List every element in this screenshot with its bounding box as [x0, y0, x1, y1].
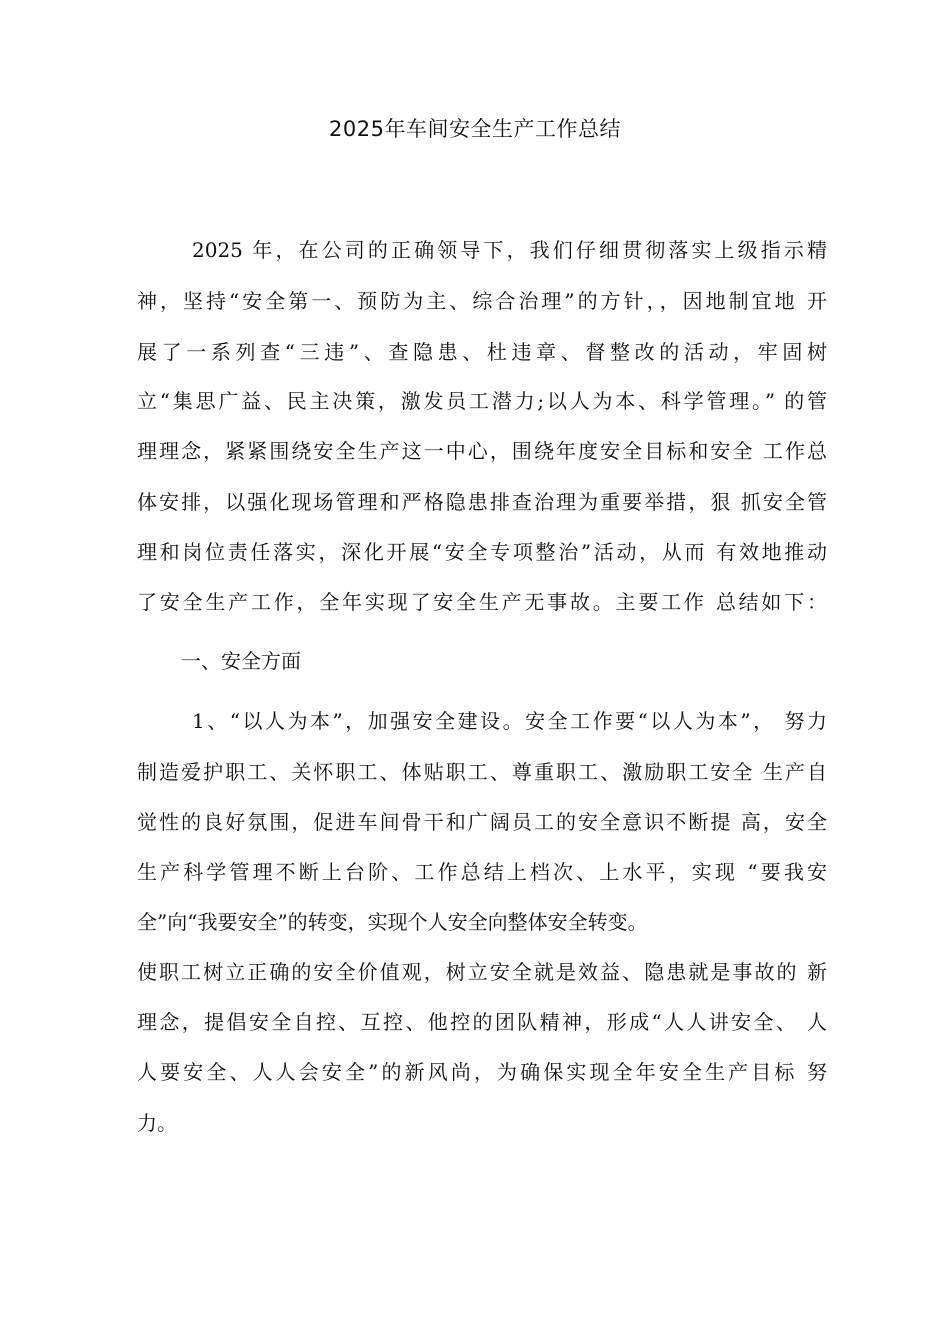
paragraph-line: 制造爱护职工、关怀职工、体贴职工、尊重职工、激励职工安全 生产自 — [137, 760, 827, 784]
paragraph-line: 人要安全、人人会安全”的新风尚，为确保实现全年安全生产目标 努 — [137, 1060, 827, 1084]
paragraph-line: 力。 — [137, 1111, 177, 1135]
paragraph-line: 理理念，紧紧围绕安全生产这一中心，围绕年度安全目标和安全 工作总 — [137, 439, 827, 463]
paragraph-line: 理和岗位责任落实，深化开展“安全专项整治”活动，从而 有效地推动 — [137, 540, 827, 564]
paragraph-line: 觉性的良好氛围，促进车间骨干和广阔员工的安全意识不断提 高，安全 — [137, 810, 827, 834]
paragraph-line: 理念，提倡安全自控、互控、他控的团队精神，形成“人人讲安全、 人 — [137, 1010, 827, 1034]
paragraph-line: 了安全生产工作，全年实现了安全生产无事故。主要工作 总结如下： — [137, 590, 827, 614]
paragraph-line: 展了一系列查“三违”、查隐患、杜违章、督整改的活动，牢固树 — [137, 340, 827, 364]
paragraph-line: 全”向“我要安全”的转变，实现个人安全向整体安全转变。 — [137, 910, 648, 934]
paragraph-line: 立“集思广益、民主决策，激发员工潜力;以人为本、科学管理。” 的管 — [137, 389, 827, 413]
document-title: 2025年车间安全生产工作总结 — [329, 117, 621, 141]
paragraph-line: 体安排，以强化现场管理和严格隐患排查治理为重要举措，狠 抓安全管 — [137, 490, 827, 514]
paragraph-line: 使职工树立正确的安全价值观，树立安全就是效益、隐患就是事故的 新 — [137, 960, 827, 984]
paragraph-line: 神，坚持“安全第一、预防为主、综合治理”的方针，，因地制宜地 开 — [137, 289, 827, 313]
paragraph-line: 生产科学管理不断上台阶、工作总结上档次、上水平，实现 “要我安 — [137, 860, 827, 884]
paragraph-line: 1、“以人为本”，加强安全建设。安全工作要“以人为本”， 努力 — [192, 709, 827, 733]
paragraph-line: 2025 年，在公司的正确领导下，我们仔细贯彻落实上级指示精 — [192, 238, 827, 262]
section-heading: 一、安全方面 — [181, 649, 301, 673]
